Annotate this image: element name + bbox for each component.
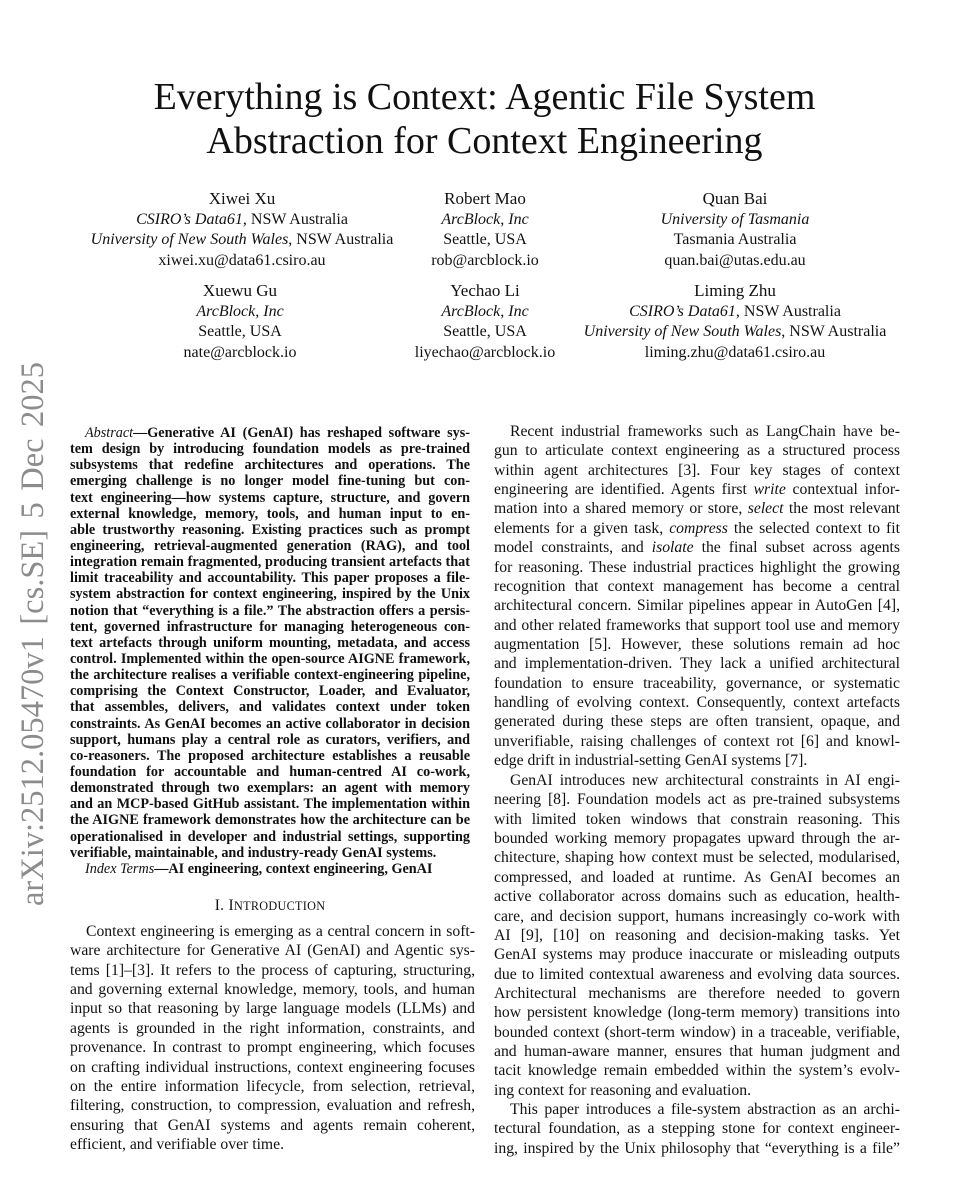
text-line: provenance. In contrast to prompt engineering, which focuses bbox=[70, 1039, 475, 1057]
abstract-label: Abstract bbox=[85, 425, 134, 441]
text-line: Recent industrial frameworks such as LangChain have be- bbox=[510, 423, 900, 440]
section-number: I. bbox=[214, 897, 225, 914]
index-terms: Index Terms—AI engineering, context engineering, GenAI bbox=[85, 860, 433, 877]
text-line: for reasoning. These industrial practices highlight the growing bbox=[494, 558, 900, 576]
text-line: ing context for reasoning and evaluation. bbox=[494, 1081, 752, 1099]
text-line: the AIGNE framework demonstrates how the architecture can be bbox=[70, 812, 470, 829]
text-line: elements for a given task, compress the selected context to fit bbox=[494, 519, 900, 537]
text-line: tacit knowledge remain embedded within the system’s evolv- bbox=[494, 1062, 900, 1080]
affiliation-location: Tasmania Australia bbox=[673, 231, 797, 248]
text-line: recognition that context management has become a central bbox=[494, 577, 900, 595]
text-line: gun to articulate context engineering as a structured process bbox=[494, 442, 900, 460]
author-block bbox=[70, 189, 414, 271]
affiliation-org: ArcBlock, Inc bbox=[441, 302, 529, 320]
text-line: verifiable, maintainable, and industry-ready GenAI systems. bbox=[70, 844, 437, 861]
arxiv-stamp-text: arXiv:2512.05470v1 [cs.SE] 5 Dec 2025 bbox=[15, 362, 51, 906]
author-email: nate@arcblock.io bbox=[183, 343, 297, 361]
author-block bbox=[140, 281, 340, 363]
text-line: due to limited contextual awareness and evolving data sources. bbox=[494, 965, 900, 983]
text-line: efficient, and verifiable over time. bbox=[70, 1135, 285, 1153]
author-name: Robert Mao bbox=[444, 189, 526, 208]
text-line: filtering, construction, to compression, evaluation and refresh, bbox=[70, 1097, 475, 1115]
affiliation-location: , NSW Australia bbox=[781, 323, 887, 340]
text-line: co-reasoners. The proposed architecture establishes a reusable bbox=[70, 747, 470, 764]
text-line: text engineering—how systems capture, structure, and govern bbox=[70, 489, 470, 506]
text-line: handling of evolving context. Consequently, context artefacts bbox=[494, 694, 900, 712]
text-line: engineering are identified. Agents first write contextual infor- bbox=[494, 481, 900, 499]
text-line: input so that reasoning by large language models (LLMs) and bbox=[70, 1000, 475, 1018]
text-line: tectural foundation, as a stepping stone for context engineer- bbox=[494, 1120, 900, 1138]
affiliation-location: Seattle, USA bbox=[443, 323, 527, 340]
author-block bbox=[400, 189, 570, 271]
text-line: bounded working memory propagates upward through the ar- bbox=[494, 830, 900, 848]
author-affiliation bbox=[70, 230, 414, 251]
author-email: rob@arcblock.io bbox=[431, 251, 539, 269]
text-line: neering [8]. Foundation models act as pre-trained subsystems bbox=[494, 791, 900, 809]
right-paragraph-3 bbox=[494, 1100, 900, 1158]
text-line: emerging challenge is no longer model fine-tuning but con- bbox=[70, 473, 470, 490]
text-line: augmentation [5]. However, these solutions remain ad hoc bbox=[494, 635, 900, 653]
text-line: engineering, retrieval-augmented generation (RAG), and tool bbox=[70, 537, 470, 554]
text-line: tem design by introducing foundation models as pre-trained bbox=[70, 441, 470, 458]
affiliation-location: , NSW Australia bbox=[288, 231, 394, 248]
author-email: liyechao@arcblock.io bbox=[414, 343, 556, 361]
text-line: compressed, and loaded at runtime. As GenAI becomes an bbox=[494, 868, 900, 886]
right-paragraph-2 bbox=[494, 771, 900, 1100]
affiliation-location: , NSW Australia bbox=[735, 302, 841, 320]
author-block bbox=[560, 281, 910, 363]
affiliation-org: University of Tasmania bbox=[660, 210, 810, 228]
text-line: integration remain fragmented, producing transient artefacts that bbox=[70, 554, 470, 571]
text-line: GenAI introduces new architectural constraints in AI engi- bbox=[510, 772, 900, 789]
author-affiliation bbox=[560, 302, 910, 323]
author-email: xiwei.xu@data61.csiro.au bbox=[158, 251, 326, 269]
paper-title bbox=[0, 75, 969, 163]
author-name: Quan Bai bbox=[702, 189, 768, 208]
text-line: tems [1]–[3]. It refers to the process of capturing, structuring, bbox=[70, 961, 475, 979]
text-line: with limited token windows that constrain reasoning. This bbox=[494, 810, 900, 828]
title-line-1: Everything is Context: Agentic File System bbox=[153, 76, 816, 118]
text-line: bounded context (short-term window) in a traceable, verifiable, bbox=[494, 1023, 900, 1041]
text-line: AI [9], [10] on reasoning and decision-making tasks. Yet bbox=[494, 926, 900, 944]
text-line: foundation for accountable and human-centred AI co-work, bbox=[70, 763, 470, 780]
author-name: Liming Zhu bbox=[694, 281, 776, 300]
text-line: text artefacts through uniform mounting, metadata, and access bbox=[70, 634, 470, 651]
affiliation-org: CSIRO’s Data61 bbox=[629, 302, 736, 320]
affiliation-org: CSIRO’s Data61 bbox=[136, 210, 243, 228]
author-name: Xiwei Xu bbox=[208, 189, 276, 208]
text-line: ing, inspired by the Unix philosophy that “everything is a file” bbox=[494, 1139, 900, 1157]
text-line: that assembles, delivers, and validates context under token bbox=[70, 699, 470, 716]
author-email: liming.zhu@data61.csiro.au bbox=[644, 343, 826, 361]
title-line-2: Abstraction for Context Engineering bbox=[206, 120, 763, 162]
author-block bbox=[400, 281, 570, 363]
affiliation-org: University of New South Wales bbox=[583, 323, 782, 340]
section-heading bbox=[70, 897, 470, 915]
text-line: and an MCP-based GitHub assistant. The implementation within bbox=[70, 796, 470, 813]
text-line: the architecture realises a verifiable context-engineering pipeline, bbox=[70, 667, 470, 684]
section-title-initial: I bbox=[228, 897, 234, 914]
index-terms-label: Index Terms bbox=[85, 860, 155, 877]
text-line: and other related frameworks that support tool use and memory bbox=[494, 616, 900, 634]
text-line: model constraints, and isolate the final subset across agents bbox=[494, 539, 900, 557]
text-line: how persistent knowledge (long-term memory) transitions into bbox=[494, 1004, 900, 1022]
text-line: ensuring that GenAI systems and agents remain coherent, bbox=[70, 1116, 475, 1134]
text-line: subsystems that redefine architectures and operations. The bbox=[70, 457, 470, 474]
text-line: generated during these steps are often transient, opaque, and bbox=[494, 713, 900, 731]
text-line: Abstract—Generative AI (GenAI) has reshaped software sys- bbox=[85, 425, 470, 441]
author-affiliation bbox=[560, 322, 910, 343]
section-title-rest: NTRODUCTION bbox=[233, 899, 326, 913]
text-line: system abstraction for context engineering, inspired by the Unix bbox=[70, 586, 470, 603]
right-paragraph-1 bbox=[494, 422, 900, 770]
text-line: This paper introduces a file-system abstraction as an archi- bbox=[510, 1101, 900, 1118]
text-line: mation into a shared memory or store, select the most relevant bbox=[494, 500, 900, 518]
text-line: support, humans play a central role as curators, verifiers, and bbox=[70, 731, 470, 748]
text-line: on the entire information lifecycle, from selection, retrieval, bbox=[70, 1077, 475, 1095]
text-line: control. Implemented within the open-source AIGNE framework, bbox=[70, 650, 470, 667]
text-line: comprising the Context Constructor, Loader, and Evaluator, bbox=[70, 683, 470, 700]
text-line: and implementation-driven. They lack a unified architectural bbox=[494, 655, 900, 673]
text-line: external knowledge, memory, tools, and human input to en- bbox=[70, 505, 470, 522]
author-affiliation bbox=[70, 210, 414, 231]
text-line: constraints. As GenAI becomes an active collaborator in decision bbox=[70, 715, 470, 732]
text-line: Context engineering is emerging as a central concern in soft- bbox=[86, 923, 475, 940]
affiliation-location: Seattle, USA bbox=[443, 231, 527, 248]
text-line: edge drift in industrial-setting GenAI systems [7]. bbox=[494, 752, 808, 770]
text-line: GenAI systems may produce inaccurate or misleading outputs bbox=[494, 946, 900, 964]
text-line: Architectural mechanisms are therefore needed to govern bbox=[494, 984, 900, 1002]
text-line: on crafting individual instructions, context engineering focuses bbox=[70, 1058, 475, 1076]
affiliation-org: ArcBlock, Inc bbox=[441, 210, 529, 228]
abstract bbox=[70, 425, 470, 877]
author-name: Yechao Li bbox=[450, 281, 520, 300]
text-line: foundation to ensure traceability, governance, or systematic bbox=[494, 674, 900, 692]
affiliation-org: ArcBlock, Inc bbox=[196, 302, 284, 320]
affiliation-location: Seattle, USA bbox=[198, 323, 282, 340]
text-line: and human-aware manner, ensures that human judgment and bbox=[494, 1043, 900, 1061]
text-line: demonstrated through two exemplars: an agent with memory bbox=[70, 780, 470, 797]
text-line: agents is grounded in the right information, constraints, and bbox=[70, 1019, 475, 1037]
author-email: quan.bai@utas.edu.au bbox=[664, 251, 806, 269]
text-line: chitecture, shaping how context must be selected, modularised, bbox=[494, 849, 900, 867]
author-name: Xuewu Gu bbox=[202, 281, 278, 300]
affiliation-org: University of New South Wales bbox=[90, 231, 289, 248]
text-line: able trustworthy reasoning. Existing practices such as prompt bbox=[70, 521, 470, 538]
text-line: tent, governed infrastructure for managing heterogeneous con- bbox=[70, 618, 470, 635]
text-line: notion that “everything is a file.” The abstraction offers a persis- bbox=[70, 602, 470, 619]
text-line: and governing external knowledge, memory, tools, and human bbox=[70, 981, 475, 999]
text-line: architectural concern. Similar pipelines appear in AutoGen [4], bbox=[494, 597, 900, 615]
arxiv-stamp bbox=[15, 362, 51, 906]
author-block bbox=[600, 189, 870, 271]
text-line: unverifiable, raising challenges of context rot [6] and knowl- bbox=[494, 732, 900, 750]
text-line: limit traceability and accountability. This paper proposes a file- bbox=[70, 570, 470, 587]
intro-paragraph bbox=[70, 922, 475, 1154]
text-line: ware architecture for Generative AI (GenAI) and Agentic sys- bbox=[70, 942, 475, 960]
text-line: operationalised in developer and industrial settings, supporting bbox=[70, 828, 470, 845]
text-line: active collaborator across domains such as education, health- bbox=[494, 888, 900, 906]
text-line: within agent architectures [3]. Four key stages of context bbox=[494, 461, 900, 479]
text-line: care, and decision support, humans increasingly co-work with bbox=[494, 907, 900, 925]
affiliation-location: , NSW Australia bbox=[242, 210, 348, 228]
